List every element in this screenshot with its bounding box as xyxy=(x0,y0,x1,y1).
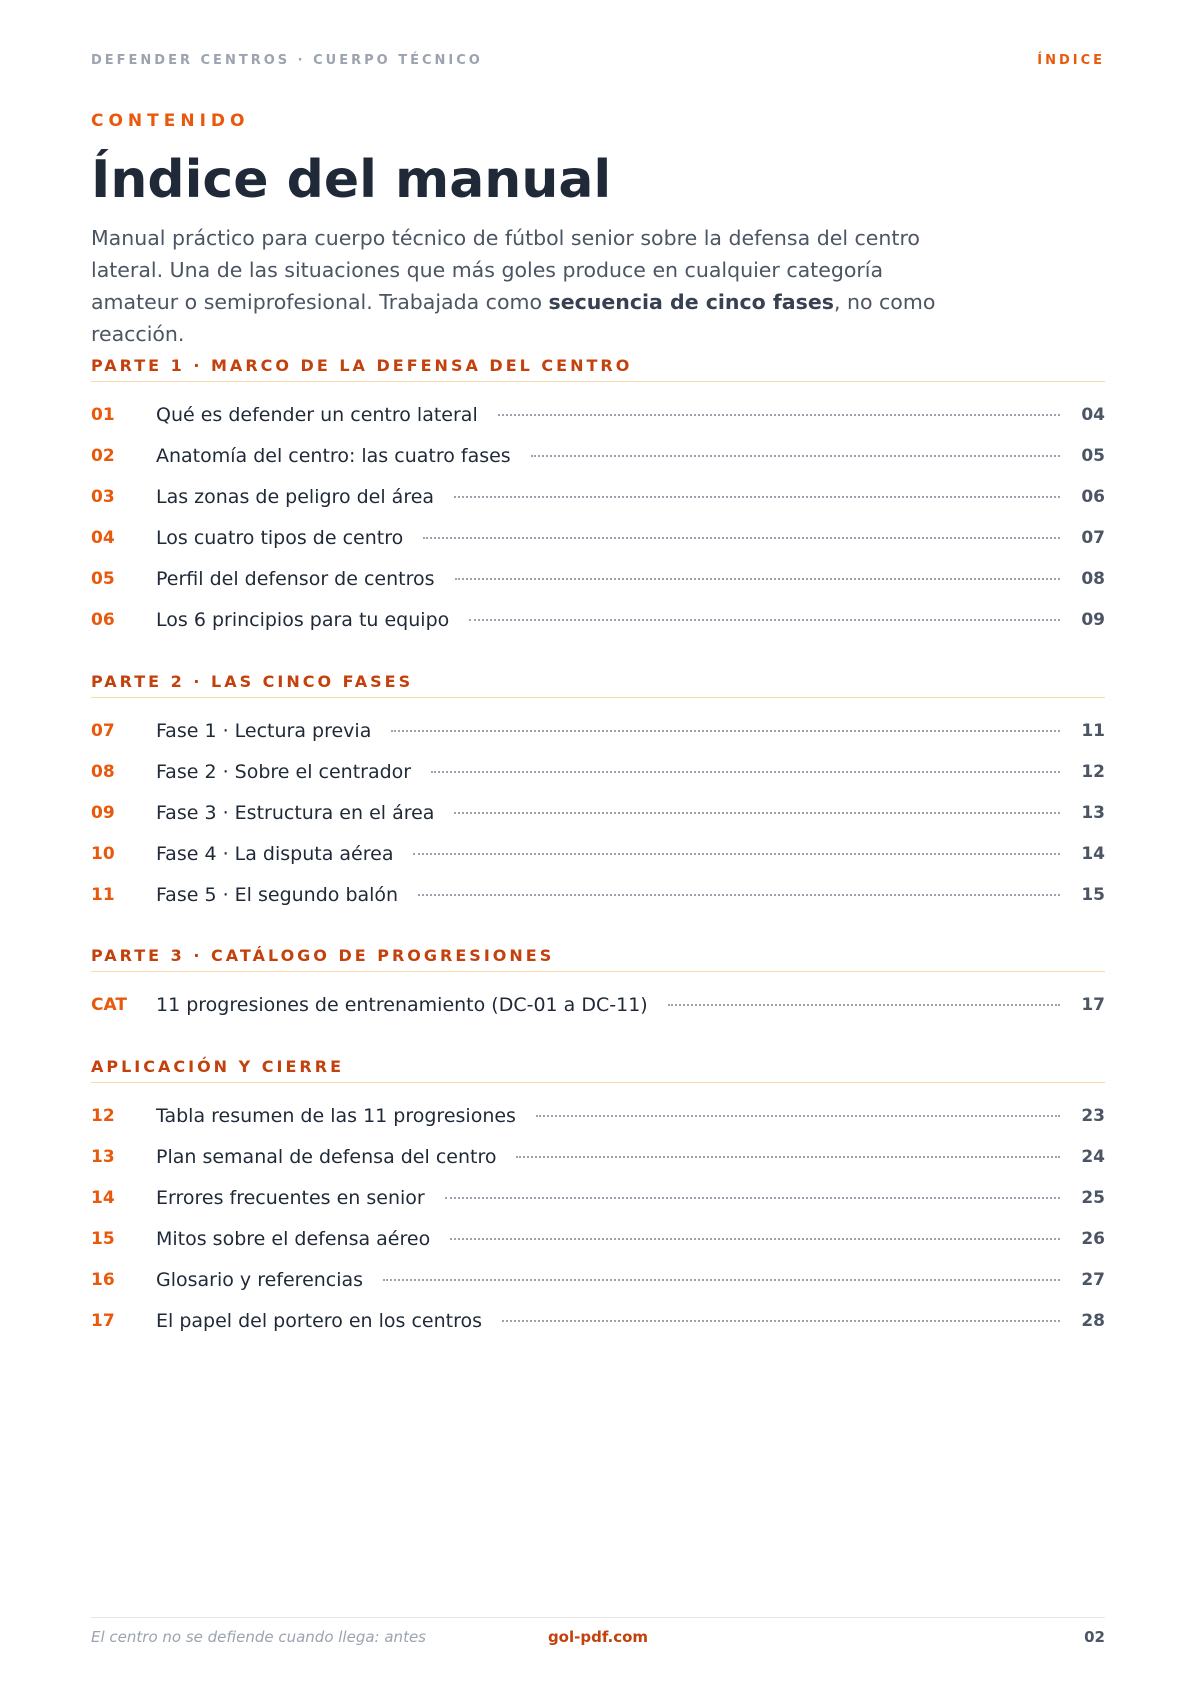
toc-entry[interactable] xyxy=(91,476,1105,517)
toc-entry-page: 08 xyxy=(1081,568,1105,589)
dot-leader xyxy=(431,771,1060,773)
toc-entry-title: Fase 5 · El segundo balón xyxy=(156,883,399,906)
dot-leader xyxy=(418,894,1060,896)
footer-page-number: 02 xyxy=(1084,1628,1105,1646)
toc-entry-title: Qué es defender un centro lateral xyxy=(156,403,478,426)
dot-leader xyxy=(445,1197,1060,1199)
toc-entry-page: 23 xyxy=(1081,1105,1105,1126)
dot-leader xyxy=(531,455,1060,457)
dot-leader xyxy=(454,496,1060,498)
section-title: PARTE 3 · CATÁLOGO DE PROGRESIONES xyxy=(91,941,1105,972)
dot-leader xyxy=(454,812,1060,814)
toc-entry-page: 25 xyxy=(1081,1187,1105,1208)
toc-entry-number: 11 xyxy=(91,884,115,905)
toc-entry[interactable] xyxy=(91,517,1105,558)
toc-entry-title: Fase 4 · La disputa aérea xyxy=(156,842,394,865)
footer-site-link[interactable]: gol-pdf.com xyxy=(547,1628,649,1646)
toc-entry-page: 04 xyxy=(1081,404,1105,425)
toc-entry-number: 05 xyxy=(91,568,115,589)
running-header-left: DEFENDER CENTROS · CUERPO TÉCNICO xyxy=(91,53,483,68)
toc-entry-page: 17 xyxy=(1081,994,1105,1015)
toc-section-aplicacion-cierre xyxy=(91,1052,1105,1341)
toc-entry-title: Las zonas de peligro del área xyxy=(156,485,435,508)
toc-entry-title: Anatomía del centro: las cuatro fases xyxy=(156,444,511,467)
page-footer xyxy=(91,1628,1105,1646)
toc-entry[interactable] xyxy=(91,1136,1105,1177)
dot-leader xyxy=(413,853,1060,855)
running-header xyxy=(91,53,1105,68)
toc-entry-page: 06 xyxy=(1081,486,1105,507)
dot-leader xyxy=(536,1115,1060,1117)
section-title: APLICACIÓN Y CIERRE xyxy=(91,1052,1105,1083)
toc-entry-page: 11 xyxy=(1081,720,1105,741)
toc-entry-title: Los 6 principios para tu equipo xyxy=(156,608,450,631)
toc-entry-title: Perfil del defensor de centros xyxy=(156,567,435,590)
toc-entry-number: 03 xyxy=(91,486,115,507)
dot-leader xyxy=(383,1279,1060,1281)
toc-entry-page: 27 xyxy=(1081,1269,1105,1290)
toc-entry-title: Tabla resumen de las 11 progresiones xyxy=(156,1104,516,1127)
toc-entry[interactable] xyxy=(91,1300,1105,1341)
toc-entry-page: 07 xyxy=(1081,527,1105,548)
dot-leader xyxy=(455,578,1060,580)
toc-entry-page: 24 xyxy=(1081,1146,1105,1167)
intro-text-end: , no como reacción. xyxy=(91,290,936,346)
toc-entry[interactable] xyxy=(91,1218,1105,1259)
toc-entry[interactable] xyxy=(91,874,1105,915)
footer-tagline: El centro no se defiende cuando llega: antes xyxy=(91,1628,426,1646)
page-title: Índice del manual xyxy=(91,150,612,210)
toc-entry-page: 12 xyxy=(1081,761,1105,782)
footer-divider xyxy=(91,1617,1105,1618)
intro-paragraph xyxy=(91,222,971,350)
dot-leader xyxy=(502,1320,1060,1322)
intro-text-bold: secuencia de cinco fases xyxy=(548,290,834,314)
toc-entry-number: CAT xyxy=(91,994,127,1015)
toc-entry-number: 15 xyxy=(91,1228,115,1249)
toc-entry-number: 04 xyxy=(91,527,115,548)
toc-section-parte-3 xyxy=(91,941,1105,1025)
toc-entry[interactable] xyxy=(91,984,1105,1025)
toc-entry-number: 17 xyxy=(91,1310,115,1331)
toc-entry-page: 14 xyxy=(1081,843,1105,864)
toc-entry-title: Fase 3 · Estructura en el área xyxy=(156,801,435,824)
eyebrow-label: CONTENIDO xyxy=(91,111,250,131)
toc-entry[interactable] xyxy=(91,599,1105,640)
toc-entry-title: Errores frecuentes en senior xyxy=(156,1186,425,1209)
toc-entry[interactable] xyxy=(91,833,1105,874)
toc-entry-number: 07 xyxy=(91,720,115,741)
toc-entry-title: Los cuatro tipos de centro xyxy=(156,526,404,549)
toc-entry-number: 13 xyxy=(91,1146,115,1167)
toc-entry[interactable] xyxy=(91,1177,1105,1218)
toc-entry[interactable] xyxy=(91,435,1105,476)
dot-leader xyxy=(469,619,1060,621)
toc-entry-number: 09 xyxy=(91,802,115,823)
document-page xyxy=(91,0,1105,1685)
toc-entry-number: 16 xyxy=(91,1269,115,1290)
dot-leader xyxy=(498,414,1060,416)
toc-entry-page: 13 xyxy=(1081,802,1105,823)
toc-entry[interactable] xyxy=(91,710,1105,751)
toc-entry-number: 06 xyxy=(91,609,115,630)
toc-entry-title: Fase 1 · Lectura previa xyxy=(156,719,372,742)
toc-entry-title: 11 progresiones de entrenamiento (DC-01 a DC-11) xyxy=(156,993,648,1016)
toc-entry[interactable] xyxy=(91,751,1105,792)
toc-entry-page: 26 xyxy=(1081,1228,1105,1249)
section-title: PARTE 2 · LAS CINCO FASES xyxy=(91,667,1105,698)
toc-entry-title: Plan semanal de defensa del centro xyxy=(156,1145,497,1168)
toc-entry-number: 01 xyxy=(91,404,115,425)
toc-entry-page: 09 xyxy=(1081,609,1105,630)
toc-entry-page: 05 xyxy=(1081,445,1105,466)
toc-entry-page: 15 xyxy=(1081,884,1105,905)
running-header-right: ÍNDICE xyxy=(1037,53,1105,68)
toc-section-parte-2 xyxy=(91,667,1105,915)
toc-entry-number: 12 xyxy=(91,1105,115,1126)
toc-entry-title: El papel del portero en los centros xyxy=(156,1309,483,1332)
toc-entry-number: 08 xyxy=(91,761,115,782)
toc-entry[interactable] xyxy=(91,1095,1105,1136)
toc-entry-title: Glosario y referencias xyxy=(156,1268,364,1291)
toc-entry-title: Mitos sobre el defensa aéreo xyxy=(156,1227,431,1250)
toc-entry[interactable] xyxy=(91,558,1105,599)
dot-leader xyxy=(391,730,1060,732)
toc-entry[interactable] xyxy=(91,792,1105,833)
dot-leader xyxy=(668,1004,1060,1006)
dot-leader xyxy=(450,1238,1060,1240)
section-title: PARTE 1 · MARCO DE LA DEFENSA DEL CENTRO xyxy=(91,351,1105,382)
toc-entry[interactable] xyxy=(91,1259,1105,1300)
dot-leader xyxy=(423,537,1060,539)
toc-entry-page: 28 xyxy=(1081,1310,1105,1331)
toc-section-parte-1 xyxy=(91,351,1105,640)
toc-entry-number: 14 xyxy=(91,1187,115,1208)
toc-entry-title: Fase 2 · Sobre el centrador xyxy=(156,760,412,783)
toc-entry-number: 10 xyxy=(91,843,115,864)
intro-text-start: Manual práctico para cuerpo técnico de fútbol senior sobre la defensa del centro lateral. Una de las situaciones que más goles produce en cualquier categoría amateur o semiprofesional. Trabajada como xyxy=(91,226,920,314)
toc-entry[interactable] xyxy=(91,394,1105,435)
dot-leader xyxy=(516,1156,1060,1158)
toc-entry-number: 02 xyxy=(91,445,115,466)
